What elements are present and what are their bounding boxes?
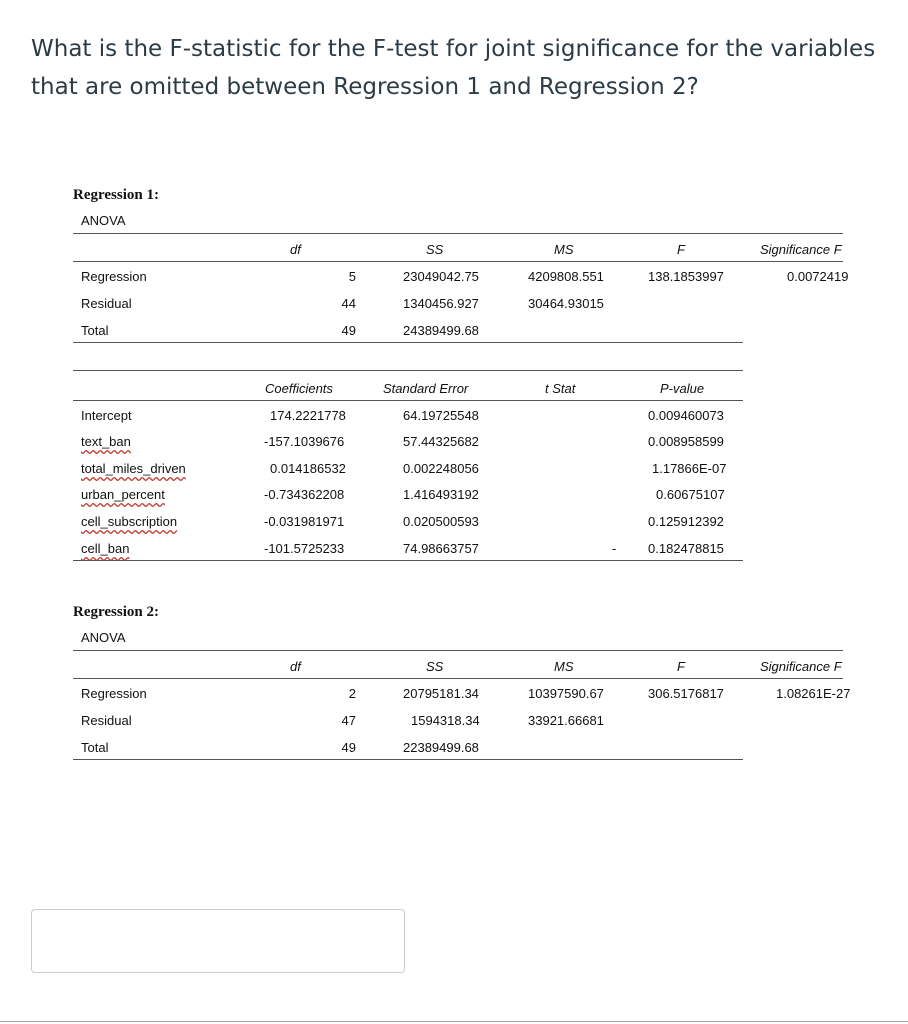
divider bbox=[73, 678, 843, 679]
table-cell: 20795181.34 bbox=[403, 686, 479, 701]
table-cell: 0.014186532 bbox=[270, 461, 346, 476]
table-cell: 0.182478815 bbox=[648, 541, 724, 556]
divider bbox=[73, 342, 743, 343]
table-cell: 306.5176817 bbox=[648, 686, 724, 701]
regression1-anova-label: ANOVA bbox=[81, 213, 126, 228]
table-cell: 0.0072419 bbox=[787, 269, 849, 284]
table-cell: 74.98663757 bbox=[403, 541, 479, 556]
r2-header-f: F bbox=[677, 659, 685, 674]
table-cell: -101.5725233 bbox=[264, 541, 345, 556]
table-cell: 23049042.75 bbox=[403, 269, 479, 284]
table-cell: 57.44325682 bbox=[403, 434, 479, 449]
table-cell: 0.002248056 bbox=[403, 461, 479, 476]
table-row-label: total_miles_driven bbox=[81, 461, 186, 476]
table-cell: 44 bbox=[341, 296, 356, 311]
divider bbox=[73, 233, 843, 234]
r1-header-std-error: Standard Error bbox=[383, 381, 469, 396]
regression1-title: Regression 1: bbox=[73, 187, 159, 203]
table-cell: 49 bbox=[341, 740, 356, 755]
table-cell: 0.125912392 bbox=[648, 514, 724, 529]
r1-header-sig: Significance F bbox=[760, 242, 842, 257]
r1-header-f: F bbox=[677, 242, 685, 257]
divider bbox=[73, 400, 743, 401]
divider bbox=[73, 650, 843, 651]
table-cell: 0.008958599 bbox=[648, 434, 724, 449]
r1-header-t-stat: t Stat bbox=[545, 381, 576, 396]
question-text: What is the F-statistic for the F-test for joint significance for the variables that are omitted between Regression 1 and Regression 2? bbox=[31, 36, 876, 100]
table-cell: 10397590.67 bbox=[528, 686, 604, 701]
table-row-label: cell_subscription bbox=[81, 514, 178, 529]
r2-header-ms: MS bbox=[554, 659, 574, 674]
divider bbox=[0, 1021, 908, 1022]
table-cell: 1.08261E-27 bbox=[776, 686, 851, 701]
table-row-label: Regression bbox=[81, 269, 147, 284]
table-cell: 1594318.34 bbox=[411, 713, 480, 728]
table-cell: 0.60675107 bbox=[656, 487, 725, 502]
table-cell: 49 bbox=[341, 323, 356, 338]
table-cell: 4209808.551 bbox=[528, 269, 604, 284]
table-cell: 1340456.927 bbox=[403, 296, 479, 311]
table-cell: 47 bbox=[341, 713, 356, 728]
table-cell: 30464.93015 bbox=[528, 296, 604, 311]
divider bbox=[73, 261, 843, 262]
table-cell: 24389499.68 bbox=[403, 323, 479, 338]
table-row-label: Total bbox=[81, 740, 109, 755]
regression2-title: Regression 2: bbox=[73, 604, 159, 620]
table-cell: 1.17866E-07 bbox=[652, 461, 727, 476]
table-cell: - bbox=[612, 541, 617, 556]
regression2-anova-label: ANOVA bbox=[81, 630, 126, 645]
table-cell: 5 bbox=[348, 269, 356, 284]
r1-header-coefficients: Coefficients bbox=[265, 381, 333, 396]
r1-header-ms: MS bbox=[554, 242, 574, 257]
table-cell: 1.416493192 bbox=[403, 487, 479, 502]
table-cell: -0.734362208 bbox=[264, 487, 345, 502]
table-row-label: Total bbox=[81, 323, 109, 338]
table-cell: 0.009460073 bbox=[648, 408, 724, 423]
table-cell: 64.19725548 bbox=[403, 408, 479, 423]
answer-input[interactable] bbox=[31, 909, 405, 973]
table-cell: 2 bbox=[348, 686, 356, 701]
table-cell: 33921.66681 bbox=[528, 713, 604, 728]
divider bbox=[73, 560, 743, 561]
table-row-label: Intercept bbox=[81, 408, 132, 423]
table-cell: 138.1853997 bbox=[648, 269, 724, 284]
table-cell: -0.031981971 bbox=[264, 514, 345, 529]
r1-header-ss: SS bbox=[426, 242, 444, 257]
r1-header-p-value: P-value bbox=[660, 381, 705, 396]
table-cell: 22389499.68 bbox=[403, 740, 479, 755]
table-cell: 0.020500593 bbox=[403, 514, 479, 529]
r1-header-df: df bbox=[290, 242, 301, 257]
table-cell: 174.2221778 bbox=[270, 408, 346, 423]
table-row-label: Regression bbox=[81, 686, 147, 701]
table-row-label: urban_percent bbox=[81, 487, 165, 502]
table-cell: -157.1039676 bbox=[264, 434, 345, 449]
r2-header-df: df bbox=[290, 659, 301, 674]
table-row-label: text_ban bbox=[81, 434, 131, 449]
r2-header-ss: SS bbox=[426, 659, 444, 674]
divider bbox=[73, 370, 743, 371]
table-row-label: Residual bbox=[81, 296, 132, 311]
table-row-label: Residual bbox=[81, 713, 132, 728]
table-row-label: cell_ban bbox=[81, 541, 130, 556]
divider bbox=[73, 759, 743, 760]
r2-header-sig: Significance F bbox=[760, 659, 842, 674]
